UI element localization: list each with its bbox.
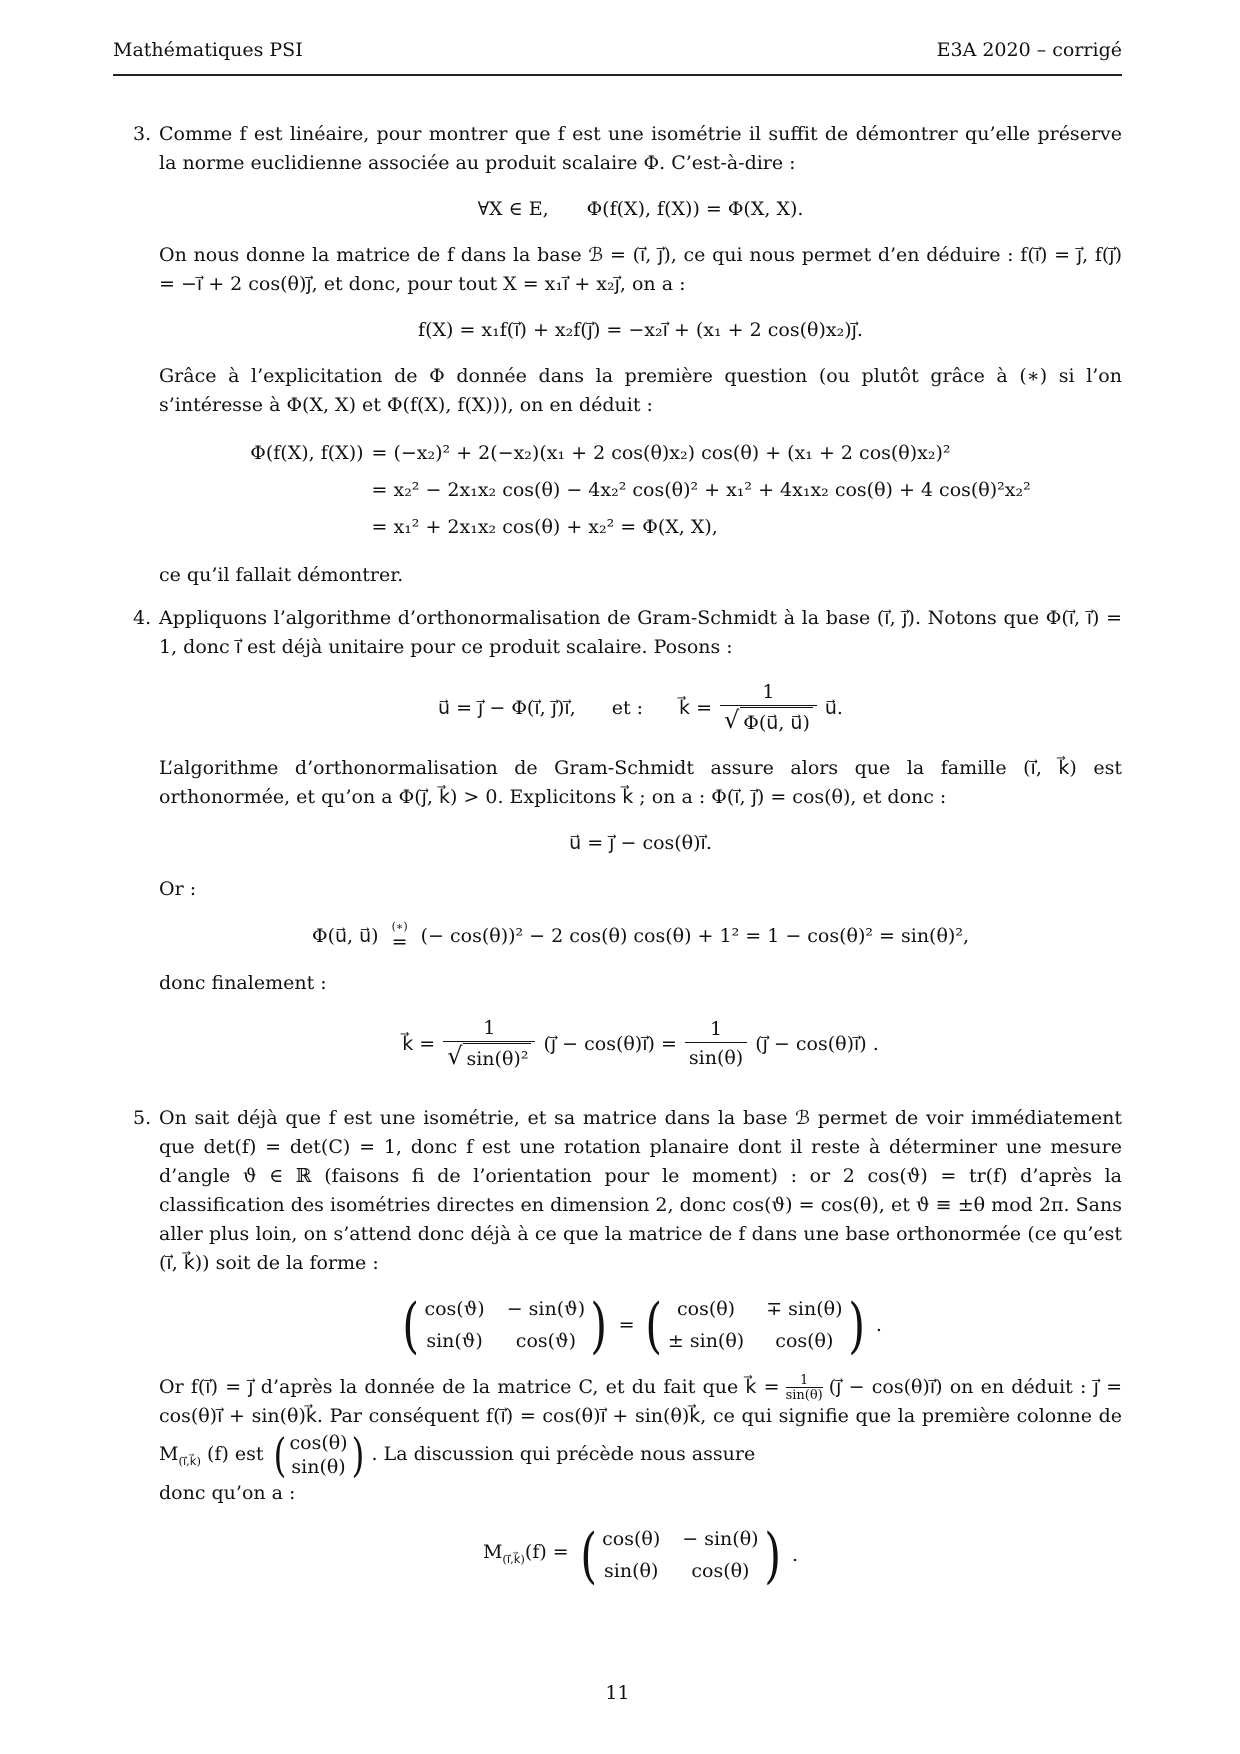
period: . xyxy=(875,1314,882,1336)
phi-expansion-equations xyxy=(159,435,1122,546)
equals-with-star xyxy=(392,921,408,952)
item-body xyxy=(159,120,1122,590)
k-lhs: k⃗ = xyxy=(402,1032,436,1055)
item3-conclusion: ce qu’il fallait démontrer. xyxy=(159,564,404,586)
paragraph-segment: (f) est xyxy=(200,1443,264,1465)
matrix-cells xyxy=(422,1295,587,1356)
matrix-cell: cos(θ) xyxy=(602,1528,661,1550)
rotation-matrix-equation xyxy=(159,1290,1122,1361)
inline-column-vector xyxy=(271,1428,367,1482)
radical-sign: √ xyxy=(724,706,740,734)
fraction-denominator xyxy=(443,1041,535,1073)
radical-sign: √ xyxy=(447,1042,463,1070)
m-letter: M xyxy=(482,1540,503,1563)
matrix-cell: ± sin(θ) xyxy=(667,1330,745,1352)
item-number: 3. xyxy=(133,123,152,145)
equals-sign: = xyxy=(391,931,408,953)
list-item-5 xyxy=(113,1104,1122,1603)
u-explicit-formula: u⃗ = j⃗ − cos(θ)i⃗. xyxy=(569,832,712,854)
equation-lhs-empty xyxy=(250,509,363,546)
k-middle: (j⃗ − cos(θ)i⃗) = xyxy=(543,1032,677,1055)
final-rotation-matrix xyxy=(577,1520,784,1591)
right-paren: ) xyxy=(847,1290,865,1361)
k-explicit-formula xyxy=(159,1015,1122,1073)
page-number: 11 xyxy=(605,1682,630,1704)
f-of-x-formula: f(X) = x₁f(i⃗) + x₂f(j⃗) = −x₂i⃗ + (x₁ + 2 cos(θ)x₂)j⃗. xyxy=(418,319,863,341)
fraction-denominator: sin(θ) xyxy=(785,1388,823,1403)
k-lhs: k⃗ = xyxy=(679,696,712,719)
matrix-label xyxy=(483,1538,569,1574)
equals-sign: = xyxy=(618,1314,635,1336)
left-paren: ( xyxy=(580,1520,597,1591)
matrix-cell: cos(θ) xyxy=(677,1298,736,1320)
fraction xyxy=(685,1016,747,1072)
paragraph-segment: (j⃗ − cos(θ)i⃗) on en déduit : j⃗ = cos(θ)i⃗ + sin(θ)k⃗. Par conséquent f(i⃗) = cos(θ)i⃗ + sin(θ)k⃗, ce qui signifie que la première colonne de M xyxy=(159,1376,1122,1465)
item-number: 4. xyxy=(133,607,152,629)
page-header xyxy=(113,36,1122,76)
page-footer xyxy=(113,1679,1122,1754)
matrix-cell: sin(ϑ) xyxy=(426,1330,483,1352)
u-vector-tail: u⃗. xyxy=(824,696,843,719)
phi-uu-lhs: Φ(u⃗, u⃗) xyxy=(312,925,379,947)
fraction xyxy=(720,679,817,737)
vector-cell: sin(θ) xyxy=(291,1456,346,1478)
right-paren: ) xyxy=(351,1428,365,1482)
item5-paragraph-2-last-line: donc qu’on a : xyxy=(159,1482,296,1504)
fraction-denominator: sin(θ) xyxy=(685,1042,747,1072)
period: . xyxy=(791,1544,799,1566)
star-annotation: (∗) xyxy=(391,920,408,933)
equation-lhs-empty xyxy=(250,472,363,509)
matrix-cell: cos(ϑ) xyxy=(424,1298,485,1320)
equation-line-2: = x₂² − 2x₁x₂ cos(θ) − 4x₂² cos(θ)² + x₁² + 4x₁x₂ cos(θ) + 4 cos(θ)²x₂² xyxy=(371,479,1031,501)
vector-cell: cos(θ) xyxy=(289,1432,348,1454)
item5-paragraph-2 xyxy=(159,1373,1122,1482)
inline-fraction xyxy=(786,1374,823,1402)
final-matrix-equation xyxy=(159,1520,1122,1591)
item-body xyxy=(159,1104,1122,1603)
vector-cells xyxy=(288,1431,348,1479)
radicand: Φ(u⃗, u⃗) xyxy=(740,707,813,737)
matrix-cell: − sin(ϑ) xyxy=(506,1298,586,1320)
right-paren: ) xyxy=(763,1520,781,1591)
finalement-label: donc finalement : xyxy=(159,972,327,994)
item4-paragraph-2: L’algorithme d’orthonormalisation de Gram-Schmidt assure alors que la famille (i⃗, k⃗) est orthonormée, et qu’on a Φ(j⃗, k⃗) > 0. Explicitons k⃗ ; on a : Φ(i⃗, j⃗) = cos(θ), et donc : xyxy=(159,757,1122,808)
fraction xyxy=(443,1015,535,1073)
left-paren: ( xyxy=(273,1428,286,1482)
et-connector: et : xyxy=(611,696,644,719)
fraction-numerator: 1 xyxy=(800,1373,809,1388)
fraction-numerator: 1 xyxy=(709,1018,723,1040)
left-paren: ( xyxy=(645,1290,663,1361)
or-label: Or : xyxy=(159,878,197,900)
matrix-cell: cos(θ) xyxy=(775,1330,834,1352)
matrix-plusminus-variant xyxy=(642,1290,867,1361)
matrix-cells xyxy=(666,1295,845,1356)
equation-line-3: = x₁² + 2x₁x₂ cos(θ) + x₂² = Φ(X, X), xyxy=(371,516,718,538)
matrix-cell: − sin(θ) xyxy=(682,1528,759,1550)
k-tail: (j⃗ − cos(θ)i⃗) . xyxy=(755,1032,879,1055)
equation-line-1: = (−x₂)² + 2(−x₂)(x₁ + 2 cos(θ)x₂) cos(θ) + (x₁ + 2 cos(θ)x₂)² xyxy=(371,442,951,464)
matrix-cell: cos(ϑ) xyxy=(515,1330,577,1352)
matrix-cell: cos(θ) xyxy=(691,1560,750,1582)
right-paren: ) xyxy=(590,1290,608,1361)
phi-uu-rhs: (− cos(θ))² − 2 cos(θ) cos(θ) + 1² = 1 − cos(θ)² = sin(θ)², xyxy=(420,925,969,947)
m-rhs: (f) = xyxy=(524,1540,569,1563)
matrix-cell: ∓ sin(θ) xyxy=(766,1298,843,1320)
matrix-cell: sin(θ) xyxy=(604,1560,659,1582)
item-body xyxy=(159,604,1122,1090)
phi-uu-computation-formula xyxy=(159,921,1122,952)
matrix-theta-variant xyxy=(399,1290,611,1361)
radicand: sin(θ)² xyxy=(463,1043,531,1073)
item-number: 5. xyxy=(133,1107,152,1129)
u-definition: u⃗ = j⃗ − Φ(i⃗, j⃗)i⃗, xyxy=(438,696,576,719)
left-paren: ( xyxy=(402,1290,420,1361)
header-course-title: Mathématiques PSI xyxy=(113,39,303,61)
fraction-numerator: 1 xyxy=(762,681,775,703)
item4-paragraph-1: Appliquons l’algorithme d’orthonormalisation de Gram-Schmidt à la base (i⃗, j⃗). Notons que Φ(i⃗, i⃗) = 1, donc i⃗ est déjà unitaire pour ce produit scalaire. Posons : xyxy=(159,607,1122,658)
matrix-cells xyxy=(600,1525,760,1586)
list-item-3 xyxy=(113,120,1122,590)
isometry-definition-formula: ∀X ∈ E, Φ(f(X), f(X)) = Φ(X, X). xyxy=(477,198,804,220)
gram-schmidt-definitions-formula xyxy=(159,679,1122,737)
fraction-denominator xyxy=(720,705,817,737)
header-exam-title: E3A 2020 – corrigé xyxy=(936,39,1122,61)
page-body xyxy=(113,76,1122,1617)
paragraph-segment: . La discussion qui précède nous assure xyxy=(371,1443,756,1465)
item3-paragraph-1: Comme f est linéaire, pour montrer que f est une isométrie il suffit de démontrer qu’elle préserve la norme euclidienne associée au produit scalaire Φ. C’est-à-dire : xyxy=(159,123,1122,174)
equation-lhs: Φ(f(X), f(X)) xyxy=(250,442,364,464)
fraction-numerator: 1 xyxy=(483,1017,496,1039)
list-item-4 xyxy=(113,604,1122,1090)
item3-paragraph-2: On nous donne la matrice de f dans la base ℬ = (i⃗, j⃗), ce qui nous permet d’en déduire : f(i⃗) = j⃗, f(j⃗) = −i⃗ + 2 cos(θ)j⃗, et donc, pour tout X = x₁i⃗ + x₂j⃗, on a : xyxy=(159,244,1122,295)
matrix-basis-subscript: (i⃗,k⃗) xyxy=(502,1551,525,1566)
paragraph-segment: Or f(i⃗) = j⃗ d’après la donnée de la matrice C, et du fait que k⃗ = xyxy=(159,1376,780,1398)
matrix-basis-subscript: (i⃗,k⃗) xyxy=(178,1453,201,1468)
item3-paragraph-3: Grâce à l’explicitation de Φ donnée dans la première question (ou plutôt grâce à (∗) si l’on s’intéresse à Φ(X, X) et Φ(f(X), f(X))), on en déduit : xyxy=(159,365,1122,416)
item5-paragraph-1: On sait déjà que f est une isométrie, et sa matrice dans la base ℬ permet de voir immédiatement que det(f) = det(C) = 1, donc f est une rotation planaire dont il reste à déterminer une mesure d’angle ϑ ∈ ℝ (faisons fi de l’orientation pour le moment) : or 2 cos(ϑ) = tr(f) d’après la classification des isométries directes en dimension 2, donc cos(ϑ) = cos(θ), et ϑ ≡ ±θ mod 2π. Sans aller plus loin, on s’attend donc déjà à ce que la matrice de f dans une base orthonormée (ce qu’est (i⃗, k⃗)) soit de la forme : xyxy=(159,1107,1122,1274)
